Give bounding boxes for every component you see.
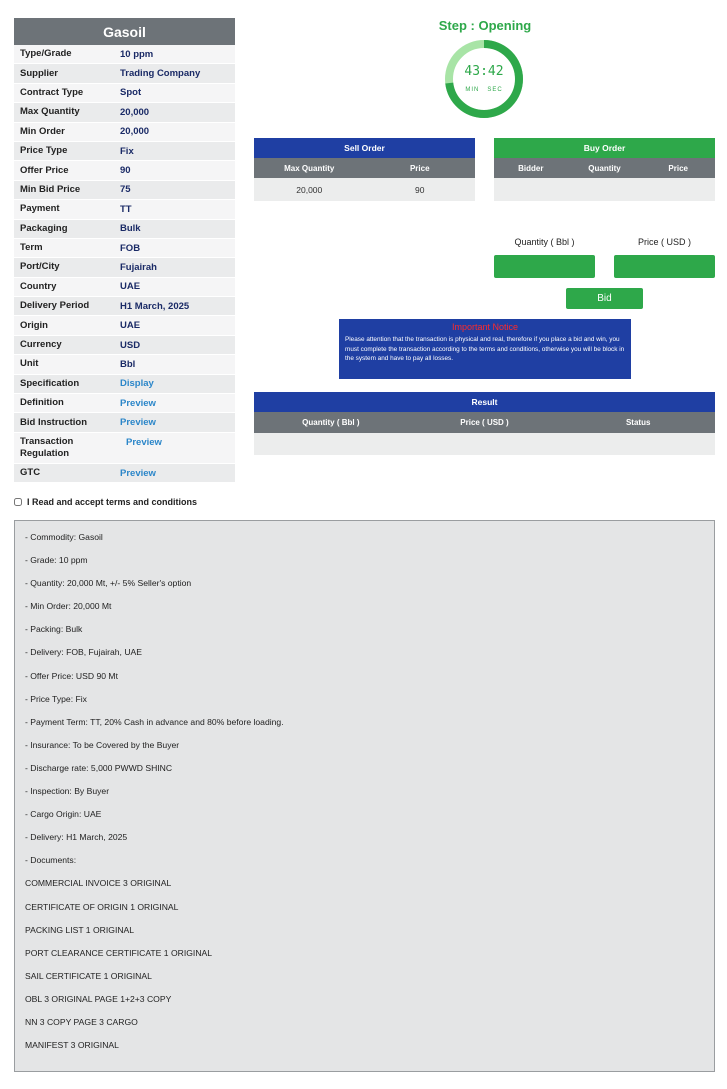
detail-line: - Delivery: H1 March, 2025 (25, 832, 128, 843)
spec-row-specification (14, 375, 235, 394)
spec-label: Specification (20, 377, 80, 389)
table-cell: 90 (415, 184, 425, 195)
result-header (254, 412, 715, 433)
spec-value: 90 (120, 165, 131, 177)
detail-line: - Packing: Bulk (25, 624, 83, 635)
spec-row-term (14, 239, 235, 258)
spec-label: Max Quantity (20, 106, 80, 118)
quantity-label: Quantity ( Bbl ) (514, 237, 575, 247)
spec-value: Trading Company (120, 68, 201, 80)
terms-label: I Read and accept terms and conditions (27, 497, 198, 507)
spec-label: Origin (20, 319, 48, 331)
bid-price-input[interactable] (614, 255, 715, 278)
detail-line: - Documents: (25, 855, 77, 866)
spec-label: Delivery Period (20, 300, 90, 312)
buy-order-table (494, 138, 715, 201)
result-title: Result (254, 392, 715, 412)
detail-line: - Delivery: FOB, Fujairah, UAE (25, 647, 142, 658)
terms-accept[interactable] (14, 497, 197, 507)
detail-line: - Grade: 10 ppm (25, 555, 88, 566)
spec-value: TT (120, 203, 132, 215)
spec-label: Type/Grade (20, 48, 72, 60)
spec-value: Bbl (120, 358, 136, 370)
spec-label: Payment (20, 203, 60, 215)
gtc-preview-link[interactable]: Preview (120, 467, 156, 479)
detail-line: COMMERCIAL INVOICE 3 ORIGINAL (25, 878, 172, 889)
column-header: Price (409, 163, 430, 173)
column-header: Quantity ( Bbl ) (302, 418, 360, 427)
result-table (254, 392, 715, 455)
spec-row-port-city (14, 258, 235, 277)
spec-value: Fix (120, 145, 134, 157)
contract-details (14, 520, 715, 1072)
spec-row-contract-type (14, 84, 235, 103)
detail-line: - Offer Price: USD 90 Mt (25, 670, 118, 681)
spec-value: Bulk (120, 223, 141, 235)
spec-label: Min Bid Price (20, 183, 81, 195)
sell-order-table (254, 138, 475, 201)
spec-value: FOB (120, 242, 141, 254)
spec-row-min-bid-price (14, 181, 235, 200)
detail-line: PORT CLEARANCE CERTIFICATE 1 ORIGINAL (25, 947, 213, 958)
column-header: Status (625, 418, 651, 427)
spec-row-definition (14, 394, 235, 413)
important-notice (339, 319, 631, 379)
spec-label: Contract Type (20, 86, 84, 98)
column-header: Bidder (518, 163, 544, 173)
timer-value: 43:42 (464, 64, 504, 79)
spec-label: Bid Instruction (20, 416, 88, 428)
terms-checkbox[interactable] (14, 498, 22, 506)
spec-label: Price Type (20, 145, 68, 157)
detail-line: - Price Type: Fix (25, 693, 87, 704)
column-header: Quantity (588, 163, 621, 173)
spec-label: Supplier (20, 67, 59, 79)
step-status: Step : Opening (438, 18, 532, 33)
spec-row-delivery-period (14, 297, 235, 316)
detail-line: - Discharge rate: 5,000 PWWD SHINC (25, 762, 173, 773)
spec-row-price-type (14, 142, 235, 161)
detail-line: - Min Order: 20,000 Mt (25, 601, 112, 612)
detail-line: - Cargo Origin: UAE (25, 809, 102, 820)
spec-row-country (14, 278, 235, 297)
spec-row-bid-instruction (14, 413, 235, 432)
spec-label: Term (20, 242, 43, 254)
price-label: Price ( USD ) (637, 237, 691, 247)
spec-value: 20,000 (120, 126, 150, 138)
timer-sec-label: SEC (487, 87, 503, 93)
spec-value: 75 (120, 184, 131, 196)
spec-label: Offer Price (20, 164, 69, 176)
detail-line: - Inspection: By Buyer (25, 786, 110, 797)
spec-label: Transaction Regulation (20, 435, 74, 459)
spec-rows (14, 45, 235, 483)
spec-label: Min Order (20, 125, 65, 137)
spec-row-origin (14, 316, 235, 335)
detail-line: PACKING LIST 1 ORIGINAL (25, 924, 135, 935)
spec-value: UAE (120, 281, 141, 293)
column-header: Price (668, 163, 688, 173)
spec-value: Fujairah (120, 261, 157, 273)
result-empty-row (254, 433, 715, 455)
spec-label: Port/City (20, 261, 60, 273)
detail-line: - Insurance: To be Covered by the Buyer (25, 739, 180, 750)
bid-instruction-preview-link[interactable]: Preview (120, 417, 156, 429)
spec-title: Gasoil (14, 18, 235, 45)
spec-row-min-order (14, 123, 235, 142)
definition-preview-link[interactable]: Preview (120, 397, 156, 409)
buy-order-title: Buy Order (494, 138, 715, 158)
spec-row-type-grade (14, 45, 235, 64)
spec-label: GTC (20, 467, 41, 478)
spec-value: 10 ppm (120, 48, 154, 60)
spec-row-transaction-regulation (14, 433, 235, 464)
bid-button[interactable]: Bid (566, 288, 643, 309)
timer-units (444, 87, 524, 93)
spec-value: USD (120, 339, 141, 351)
spec-row-unit (14, 355, 235, 374)
spec-value: H1 March, 2025 (120, 300, 190, 312)
spec-label: Country (20, 280, 57, 292)
spec-row-packaging (14, 220, 235, 239)
spec-row-supplier (14, 64, 235, 83)
bid-quantity-input[interactable] (494, 255, 595, 278)
spec-row-currency (14, 336, 235, 355)
spec-row-offer-price (14, 161, 235, 180)
detail-line: SAIL CERTIFICATE 1 ORIGINAL (25, 970, 152, 981)
spec-label: Currency (20, 339, 62, 351)
column-header: Price ( USD ) (460, 418, 509, 427)
spec-value: 20,000 (120, 106, 150, 118)
buy-order-empty-row (494, 178, 715, 201)
table-row (254, 178, 475, 201)
spec-table (14, 18, 235, 483)
spec-row-max-quantity (14, 103, 235, 122)
spec-label: Definition (20, 397, 64, 409)
spec-label: Packaging (20, 222, 68, 234)
buy-order-header (494, 158, 715, 178)
spec-row-payment (14, 200, 235, 219)
detail-line: - Payment Term: TT, 20% Cash in advance and 80% before loading. (25, 716, 284, 727)
detail-line: - Quantity: 20,000 Mt, +/- 5% Seller's option (25, 578, 192, 589)
timer-min-label: MIN (465, 87, 480, 93)
detail-line: NN 3 COPY PAGE 3 CARGO (25, 1016, 138, 1027)
spec-row-gtc (14, 464, 235, 483)
column-header: Max Quantity (284, 163, 335, 173)
detail-line: OBL 3 ORIGINAL PAGE 1+2+3 COPY (25, 993, 172, 1004)
detail-line: - Commodity: Gasoil (25, 532, 103, 542)
detail-line: CERTIFICATE OF ORIGIN 1 ORIGINAL (25, 901, 179, 912)
spec-value: Spot (120, 87, 142, 99)
notice-body: Please attention that the transaction is physical and real, therefore if you place a bid and win, you must complete the transaction according to the terms and conditions, otherwise you will be block in the system and have to pay all losses. (345, 336, 625, 362)
countdown-timer-ring (444, 39, 524, 119)
spec-value: UAE (120, 320, 141, 332)
specification-display-link[interactable]: Display (120, 378, 154, 390)
spec-label: Unit (20, 358, 39, 370)
sell-order-title: Sell Order (254, 138, 475, 158)
detail-line: MANIFEST 3 ORIGINAL (25, 1040, 119, 1051)
notice-title: Important Notice (451, 322, 519, 332)
table-cell: 20,000 (296, 184, 323, 195)
sell-order-header (254, 158, 475, 178)
transaction-regulation-preview-link[interactable]: Preview (126, 436, 162, 448)
